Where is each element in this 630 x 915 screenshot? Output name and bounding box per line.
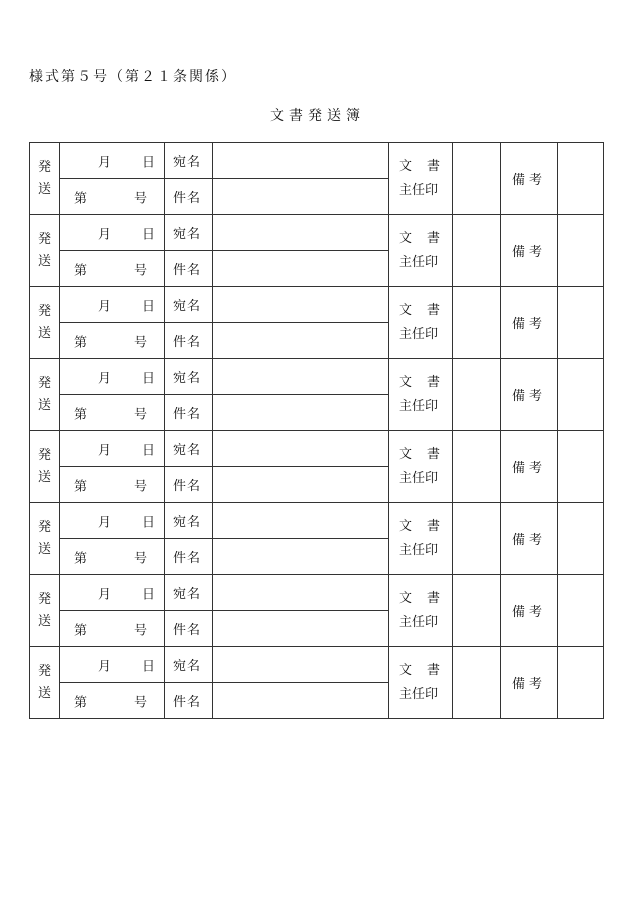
number-cell[interactable] — [60, 467, 165, 503]
kenmei-input-cell[interactable] — [213, 611, 389, 647]
seal-input-cell[interactable] — [453, 575, 501, 647]
hassou-label: 発送 — [37, 375, 51, 413]
go-label: 号 — [134, 551, 148, 566]
kenmei-label: 件名 — [173, 479, 202, 494]
date-cell[interactable] — [60, 431, 165, 467]
dai-label: 第 — [74, 263, 88, 278]
date-cell[interactable] — [60, 215, 165, 251]
go-label: 号 — [134, 335, 148, 350]
bikou-label-cell — [501, 287, 558, 359]
seal-input-cell[interactable] — [453, 503, 501, 575]
atena-label-cell — [165, 143, 213, 179]
go-label: 号 — [134, 479, 148, 494]
seal-input-cell[interactable] — [453, 431, 501, 503]
seal-input-cell[interactable] — [453, 359, 501, 431]
month-label: 月 — [98, 443, 112, 458]
bunsho-label — [399, 443, 452, 467]
date-cell[interactable] — [60, 359, 165, 395]
bunsho-char-1: 文 — [399, 662, 413, 678]
number-cell[interactable] — [60, 683, 165, 719]
atena-label: 宛名 — [173, 155, 202, 170]
hassou-label: 発送 — [37, 591, 51, 629]
hassou-cell — [30, 431, 60, 503]
shuninin-label: 主任印 — [399, 182, 439, 198]
bikou-input-cell[interactable] — [558, 647, 604, 719]
hassou-label: 発送 — [37, 159, 51, 197]
bunsho-label — [399, 515, 452, 539]
atena-label: 宛名 — [173, 587, 202, 602]
hassou-label: 発送 — [37, 231, 51, 269]
bunsho-shuninin-cell — [389, 647, 453, 719]
day-label: 日 — [142, 155, 156, 170]
bikou-label-cell — [501, 215, 558, 287]
kenmei-label: 件名 — [173, 695, 202, 710]
seal-input-cell[interactable] — [453, 215, 501, 287]
bunsho-shuninin-cell — [389, 575, 453, 647]
kenmei-label-cell — [165, 539, 213, 575]
seal-input-cell[interactable] — [453, 647, 501, 719]
bunsho-char-1: 文 — [399, 518, 413, 534]
bunsho-char-1: 文 — [399, 374, 413, 390]
hassou-cell — [30, 503, 60, 575]
hassou-label: 発送 — [37, 663, 51, 701]
ledger-row-upper — [30, 647, 604, 683]
bikou-label-cell — [501, 431, 558, 503]
bunsho-char-2: 書 — [427, 518, 441, 534]
hassou-label: 発送 — [37, 447, 51, 485]
bikou-input-cell[interactable] — [558, 359, 604, 431]
bunsho-char-2: 書 — [427, 302, 441, 318]
date-cell[interactable] — [60, 143, 165, 179]
atena-label-cell — [165, 575, 213, 611]
bunsho-label — [399, 371, 452, 395]
bikou-label: 備考 — [511, 245, 546, 260]
seal-input-cell[interactable] — [453, 287, 501, 359]
go-label: 号 — [134, 191, 148, 206]
kenmei-label: 件名 — [173, 407, 202, 422]
shuninin-label: 主任印 — [399, 254, 439, 270]
kenmei-label-cell — [165, 323, 213, 359]
shuninin-label: 主任印 — [399, 326, 439, 342]
hassou-cell — [30, 575, 60, 647]
number-cell[interactable] — [60, 251, 165, 287]
kenmei-label: 件名 — [173, 335, 202, 350]
bunsho-char-2: 書 — [427, 230, 441, 246]
bikou-label: 備考 — [511, 605, 546, 620]
dai-label: 第 — [74, 191, 88, 206]
seal-input-cell[interactable] — [453, 143, 501, 215]
bunsho-char-2: 書 — [427, 446, 441, 462]
bikou-label: 備考 — [511, 677, 546, 692]
ledger-row-upper — [30, 143, 604, 179]
atena-label: 宛名 — [173, 371, 202, 386]
bunsho-label — [399, 299, 452, 323]
bikou-input-cell[interactable] — [558, 503, 604, 575]
day-label: 日 — [142, 299, 156, 314]
atena-label: 宛名 — [173, 299, 202, 314]
dai-label: 第 — [74, 407, 88, 422]
atena-label-cell — [165, 359, 213, 395]
bunsho-char-1: 文 — [399, 590, 413, 606]
shuninin-label: 主任印 — [399, 542, 439, 558]
bunsho-char-2: 書 — [427, 662, 441, 678]
bikou-input-cell[interactable] — [558, 287, 604, 359]
day-label: 日 — [142, 227, 156, 242]
shuninin-label: 主任印 — [399, 470, 439, 486]
bikou-label-cell — [501, 143, 558, 215]
bunsho-label — [399, 227, 452, 251]
month-label: 月 — [98, 227, 112, 242]
month-label: 月 — [98, 155, 112, 170]
kenmei-label: 件名 — [173, 263, 202, 278]
number-cell[interactable] — [60, 323, 165, 359]
bikou-label-cell — [501, 575, 558, 647]
document-dispatch-ledger-table — [29, 142, 604, 719]
go-label: 号 — [134, 623, 148, 638]
month-label: 月 — [98, 515, 112, 530]
number-cell[interactable] — [60, 611, 165, 647]
month-label: 月 — [98, 587, 112, 602]
ledger-row-upper — [30, 503, 604, 539]
kenmei-label-cell — [165, 395, 213, 431]
dai-label: 第 — [74, 551, 88, 566]
hassou-cell — [30, 287, 60, 359]
day-label: 日 — [142, 371, 156, 386]
day-label: 日 — [142, 515, 156, 530]
ledger-row-upper — [30, 575, 604, 611]
kenmei-label-cell — [165, 467, 213, 503]
kenmei-input-cell[interactable] — [213, 683, 389, 719]
bunsho-shuninin-cell — [389, 143, 453, 215]
hassou-cell — [30, 143, 60, 215]
kenmei-input-cell[interactable] — [213, 395, 389, 431]
date-cell[interactable] — [60, 287, 165, 323]
bunsho-shuninin-cell — [389, 215, 453, 287]
bikou-label: 備考 — [511, 173, 546, 188]
bunsho-char-1: 文 — [399, 158, 413, 174]
bikou-label: 備考 — [511, 317, 546, 332]
bikou-input-cell[interactable] — [558, 575, 604, 647]
atena-input-cell[interactable] — [213, 431, 389, 467]
atena-label-cell — [165, 647, 213, 683]
bunsho-label — [399, 155, 452, 179]
go-label: 号 — [134, 695, 148, 710]
bikou-label-cell — [501, 647, 558, 719]
atena-input-cell[interactable] — [213, 575, 389, 611]
kenmei-label-cell — [165, 251, 213, 287]
ledger-row-upper — [30, 431, 604, 467]
bikou-input-cell[interactable] — [558, 143, 604, 215]
bunsho-char-1: 文 — [399, 446, 413, 462]
bunsho-char-2: 書 — [427, 158, 441, 174]
atena-input-cell[interactable] — [213, 143, 389, 179]
atena-label-cell — [165, 287, 213, 323]
bikou-label: 備考 — [511, 533, 546, 548]
atena-label: 宛名 — [173, 659, 202, 674]
bunsho-char-1: 文 — [399, 302, 413, 318]
hassou-label: 発送 — [37, 519, 51, 557]
day-label: 日 — [142, 587, 156, 602]
bunsho-label — [399, 587, 452, 611]
bunsho-shuninin-cell — [389, 503, 453, 575]
shuninin-label: 主任印 — [399, 398, 439, 414]
kenmei-label: 件名 — [173, 551, 202, 566]
hassou-cell — [30, 215, 60, 287]
kenmei-input-cell[interactable] — [213, 179, 389, 215]
month-label: 月 — [98, 659, 112, 674]
day-label: 日 — [142, 659, 156, 674]
date-cell[interactable] — [60, 503, 165, 539]
kenmei-input-cell[interactable] — [213, 251, 389, 287]
bikou-input-cell[interactable] — [558, 215, 604, 287]
hassou-label: 発送 — [37, 303, 51, 341]
go-label: 号 — [134, 407, 148, 422]
day-label: 日 — [142, 443, 156, 458]
bikou-label: 備考 — [511, 389, 546, 404]
document-title: 文書発送簿 — [270, 108, 365, 124]
bunsho-shuninin-cell — [389, 287, 453, 359]
month-label: 月 — [98, 299, 112, 314]
dai-label: 第 — [74, 335, 88, 350]
date-cell[interactable] — [60, 647, 165, 683]
ledger-body — [30, 143, 604, 719]
atena-label: 宛名 — [173, 515, 202, 530]
hassou-cell — [30, 647, 60, 719]
dai-label: 第 — [74, 623, 88, 638]
atena-label-cell — [165, 503, 213, 539]
go-label: 号 — [134, 263, 148, 278]
atena-label-cell — [165, 215, 213, 251]
dai-label: 第 — [74, 695, 88, 710]
bunsho-char-1: 文 — [399, 230, 413, 246]
number-cell[interactable] — [60, 539, 165, 575]
atena-input-cell[interactable] — [213, 503, 389, 539]
bunsho-shuninin-cell — [389, 359, 453, 431]
kenmei-label: 件名 — [173, 191, 202, 206]
number-cell[interactable] — [60, 395, 165, 431]
atena-input-cell[interactable] — [213, 287, 389, 323]
bunsho-char-2: 書 — [427, 590, 441, 606]
atena-input-cell[interactable] — [213, 215, 389, 251]
atena-input-cell[interactable] — [213, 647, 389, 683]
kenmei-label: 件名 — [173, 623, 202, 638]
atena-label: 宛名 — [173, 227, 202, 242]
bunsho-label — [399, 659, 452, 683]
shuninin-label: 主任印 — [399, 686, 439, 702]
kenmei-input-cell[interactable] — [213, 467, 389, 503]
bikou-label: 備考 — [511, 461, 546, 476]
kenmei-input-cell[interactable] — [213, 539, 389, 575]
kenmei-label-cell — [165, 683, 213, 719]
date-cell[interactable] — [60, 575, 165, 611]
kenmei-input-cell[interactable] — [213, 323, 389, 359]
shuninin-label: 主任印 — [399, 614, 439, 630]
bunsho-shuninin-cell — [389, 431, 453, 503]
kenmei-label-cell — [165, 611, 213, 647]
hassou-cell — [30, 359, 60, 431]
bikou-label-cell — [501, 359, 558, 431]
atena-label: 宛名 — [173, 443, 202, 458]
dai-label: 第 — [74, 479, 88, 494]
ledger-row-upper — [30, 359, 604, 395]
kenmei-label-cell — [165, 179, 213, 215]
ledger-row-upper — [30, 215, 604, 251]
month-label: 月 — [98, 371, 112, 386]
form-number-label: 様式第５号（第２１条関係） — [29, 69, 237, 85]
number-cell[interactable] — [60, 179, 165, 215]
atena-label-cell — [165, 431, 213, 467]
bikou-label-cell — [501, 503, 558, 575]
ledger-row-upper — [30, 287, 604, 323]
bunsho-char-2: 書 — [427, 374, 441, 390]
bikou-input-cell[interactable] — [558, 431, 604, 503]
atena-input-cell[interactable] — [213, 359, 389, 395]
